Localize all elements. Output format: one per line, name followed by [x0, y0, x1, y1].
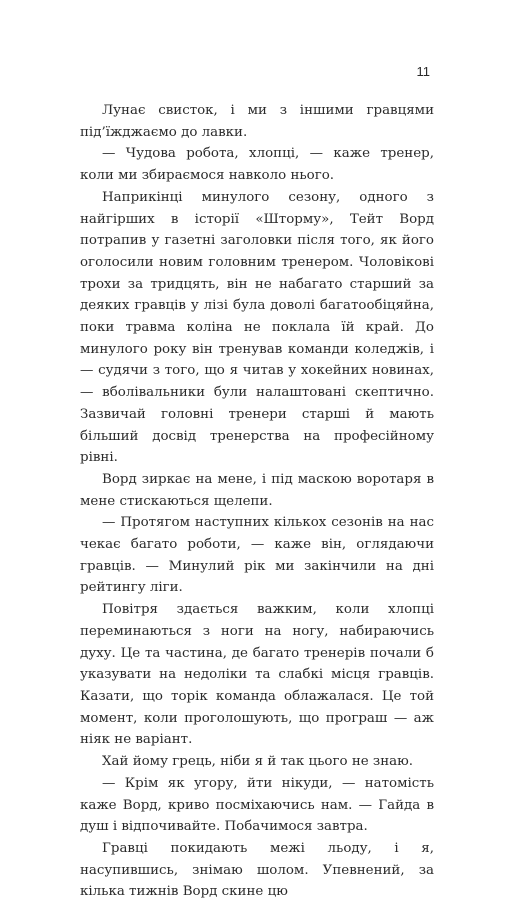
paragraph: Наприкінці минулого сезону, одного з найгірших в історії «Шторму», Тейт Ворд потрапив у газетні заголовки після того, як його оголосили новим головним тренером. Чоловікові трохи за тридцять, він не набагато старший за деяких гравців у лізі була доволі багатообіцяйна, поки травма коліна не поклала їй край. До минулого року він тренував команди коледжів, і — судячи з того, що я читав у хокейних новинах, — вболівальники були налаштовані скептично. Зазвичай головні тренери старші й мають більший досвід тренерства на професійному рівні. [80, 189, 434, 466]
page-number: 11 [416, 64, 430, 79]
paragraph: — Крім як угору, йти нікуди, — натомість каже Ворд, криво посміхаючись нам. — Гайда в душ і відпочивайте. Побачимося завтра. [80, 775, 434, 835]
paragraph: Хай йому грець, ніби я й так цього не знаю. [102, 754, 414, 770]
paragraph: — Протягом наступних кількох сезонів на нас чекає багато роботи, — каже він, оглядаючи гравців. — Минулий рік ми закінчили на дні рейтингу ліги. [80, 515, 434, 596]
paragraph: Лунає свисток, і ми з іншими гравцями під’їжджаємо до лавки. [80, 103, 434, 140]
body-text [80, 100, 434, 903]
paragraph: Повітря здається важким, коли хлопці переминаються з ноги на ногу, набираючись духу. Це та частина, де багато тренерів почали б указувати на недоліки та слабкі місця гравців. Казати, що торік команда облажалася. Це той момент, коли проголошують, що програш — аж ніяк не варіант. [80, 602, 434, 748]
paragraph: — Чудова робота, хлопці, — каже тренер, коли ми збираємося навколо нього. [80, 146, 434, 184]
paragraph: Ворд зиркає на мене, і під маскою воротаря в мене стискаються щелепи. [80, 471, 434, 509]
paragraph: Гравці покидають межі льоду, і я, насупившись, знімаю шолом. Упевнений, за кілька тижнів Ворд скине цю [80, 840, 434, 900]
